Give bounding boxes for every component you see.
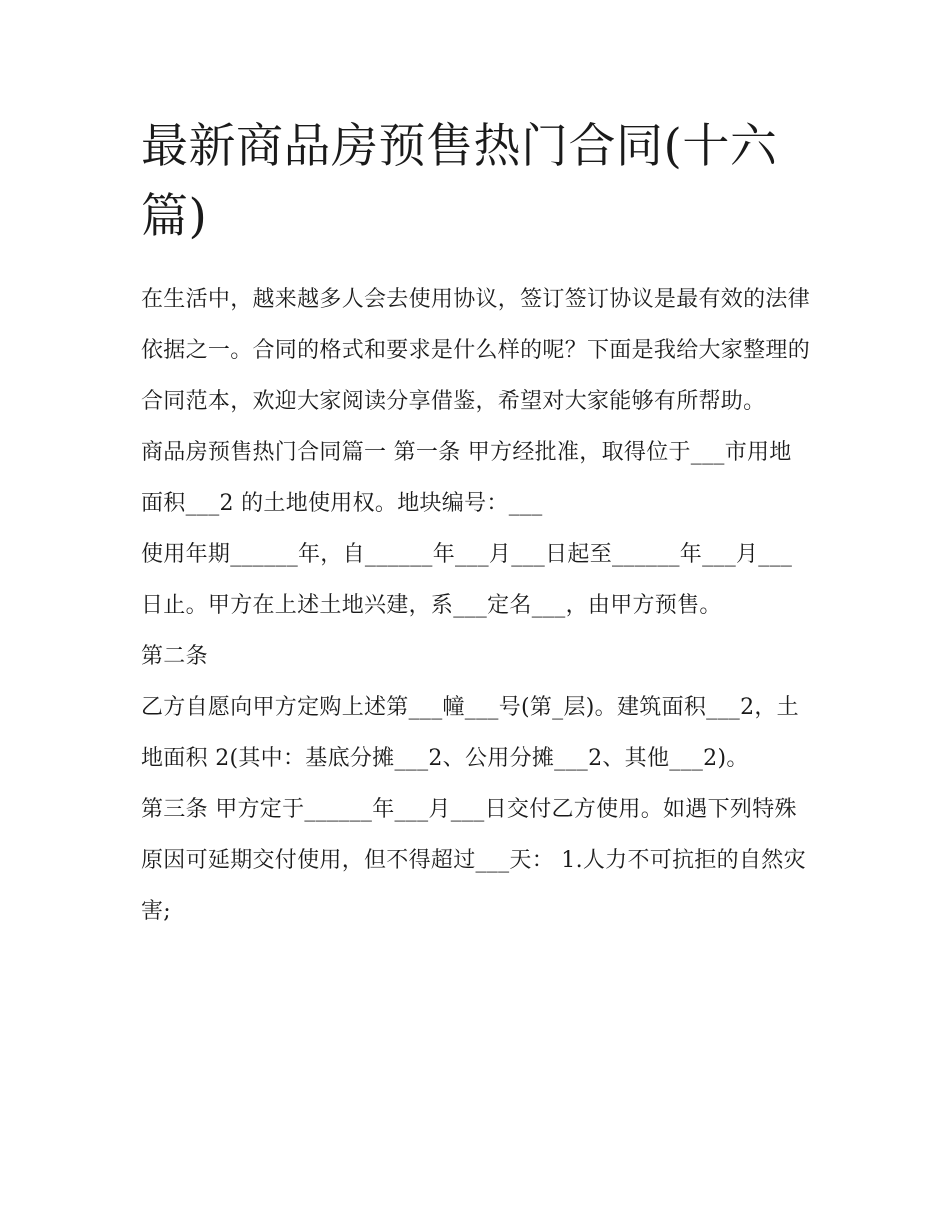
article-one-paragraph: 商品房预售热门合同篇一 第一条 甲方经批准，取得位于___市用地面积___2 的土地使用权。地块编号：___ [141,440,792,516]
article-three-paragraph: 第三条 甲方定于______年___月___日交付乙方使用。如遇下列特殊原因可延期交付使用，但不得超过___天： 1.人力不可抗拒的自然灾害; [141,797,806,924]
article-two-heading: 第二条 [141,644,208,669]
term-period-paragraph: 使用年期______年，自______年___月___日起至______年___月___日止。甲方在上述土地兴建，系___定名___，由甲方预售。 [141,542,793,618]
document-title: 最新商品房预售热门合同(十六篇) [141,119,778,244]
document-body [141,112,813,937]
article-two-paragraph: 乙方自愿向甲方定购上述第___幢___号(第_层)。建筑面积___2，土地面积 2(其中：基底分摊___2、公用分摊___2、其他___2)。 [141,695,799,771]
intro-paragraph: 在生活中，越来越多人会去使用协议，签订签订协议是最有效的法律依据之一。合同的格式和要求是什么样的呢？下面是我给大家整理的合同范本，欢迎大家阅读分享借鉴，希望对大家能够有所帮助。 [141,287,811,414]
